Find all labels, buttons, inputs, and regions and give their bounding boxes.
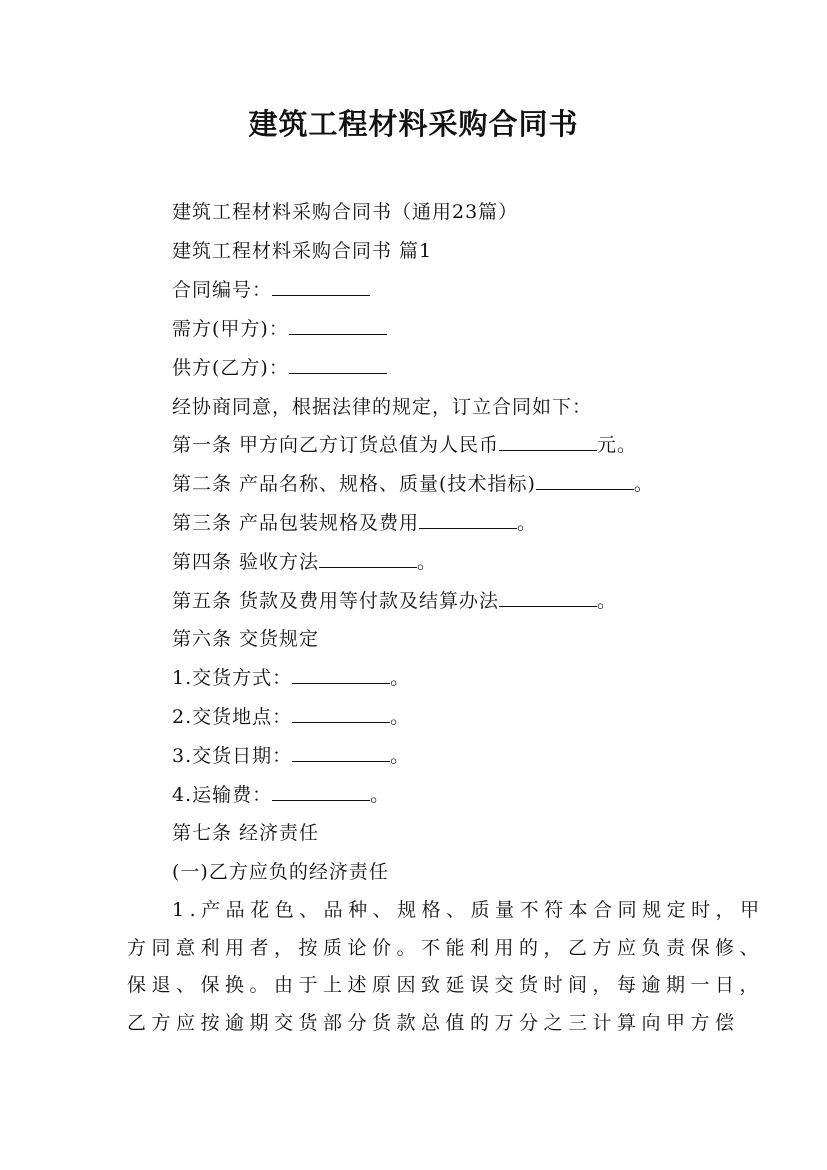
article-4-line [172, 549, 437, 575]
paragraph-row: 方同意利用者，按质论价。不能利用的，乙方应负责保修、 [127, 936, 765, 959]
contract-number-label: 合同编号： [172, 279, 273, 301]
delivery-date-label: 3.交货日期： [172, 745, 293, 767]
delivery-method-line [172, 665, 410, 691]
intro-line: 经协商同意，根据法律的规定，订立合同如下： [172, 396, 593, 418]
article-7-line: 第七条 经济责任 [172, 822, 320, 844]
buyer-blank [289, 316, 387, 335]
article-1-blank [499, 432, 597, 451]
delivery-date-line [172, 743, 410, 769]
paragraph-row: 乙方应按逾期交货部分货款总值的万分之三计算向甲方偿 [127, 1012, 740, 1035]
part-heading-line: 建筑工程材料采购合同书 篇1 [172, 240, 433, 262]
article-1-text: 第一条 甲方向乙方订货总值为人民币 [172, 434, 500, 456]
article-6-line: 第六条 交货规定 [172, 628, 320, 650]
delivery-date-blank [292, 743, 390, 762]
buyer-line [172, 316, 387, 342]
article-1-line [172, 432, 637, 458]
contract-number-blank [272, 277, 370, 296]
paragraph-row: 1.产品花色、品种、规格、质量不符本合同规定时，甲 [172, 899, 765, 921]
delivery-method-blank [292, 665, 390, 684]
liability-paragraph [127, 892, 765, 1043]
article-2-suffix: 。 [633, 473, 654, 495]
freight-line [172, 782, 390, 808]
delivery-date-suffix: 。 [390, 745, 411, 767]
freight-label: 4.运输费： [172, 784, 273, 806]
article-2-blank [536, 471, 634, 490]
article-3-text: 第三条 产品包装规格及费用 [172, 512, 420, 534]
article-4-blank [319, 549, 417, 568]
delivery-method-suffix: 。 [390, 667, 411, 689]
article-5-suffix: 。 [597, 590, 618, 612]
article-4-text: 第四条 验收方法 [172, 551, 320, 573]
subtitle-line: 建筑工程材料采购合同书（通用23篇） [172, 201, 519, 223]
seller-label: 供方(乙方)： [172, 357, 289, 379]
delivery-place-suffix: 。 [390, 706, 411, 728]
freight-suffix: 。 [370, 784, 391, 806]
article-3-line [172, 510, 537, 536]
article-3-suffix: 。 [517, 512, 538, 534]
article-2-text: 第二条 产品名称、规格、质量(技术指标) [172, 473, 536, 495]
article-3-blank [419, 510, 517, 529]
delivery-place-label: 2.交货地点： [172, 706, 293, 728]
article-4-suffix: 。 [417, 551, 438, 573]
article-5-text: 第五条 货款及费用等付款及结算办法 [172, 590, 500, 612]
article-5-line [172, 588, 617, 614]
freight-blank [272, 782, 370, 801]
article-2-line [172, 471, 654, 497]
article-5-blank [499, 588, 597, 607]
article-1-suffix: 元。 [597, 434, 638, 456]
paragraph-row: 保退、保换。由于上述原因致延误交货时间，每逾期一日， [127, 974, 765, 997]
section-1-line: (一)乙方应负的经济责任 [172, 861, 389, 883]
contract-number-line [172, 277, 370, 303]
seller-line [172, 355, 387, 381]
delivery-place-blank [292, 704, 390, 723]
delivery-method-label: 1.交货方式： [172, 667, 293, 689]
buyer-label: 需方(甲方)： [172, 318, 289, 340]
seller-blank [289, 355, 387, 374]
delivery-place-line [172, 704, 410, 730]
document-title: 建筑工程材料采购合同书 [248, 107, 579, 141]
